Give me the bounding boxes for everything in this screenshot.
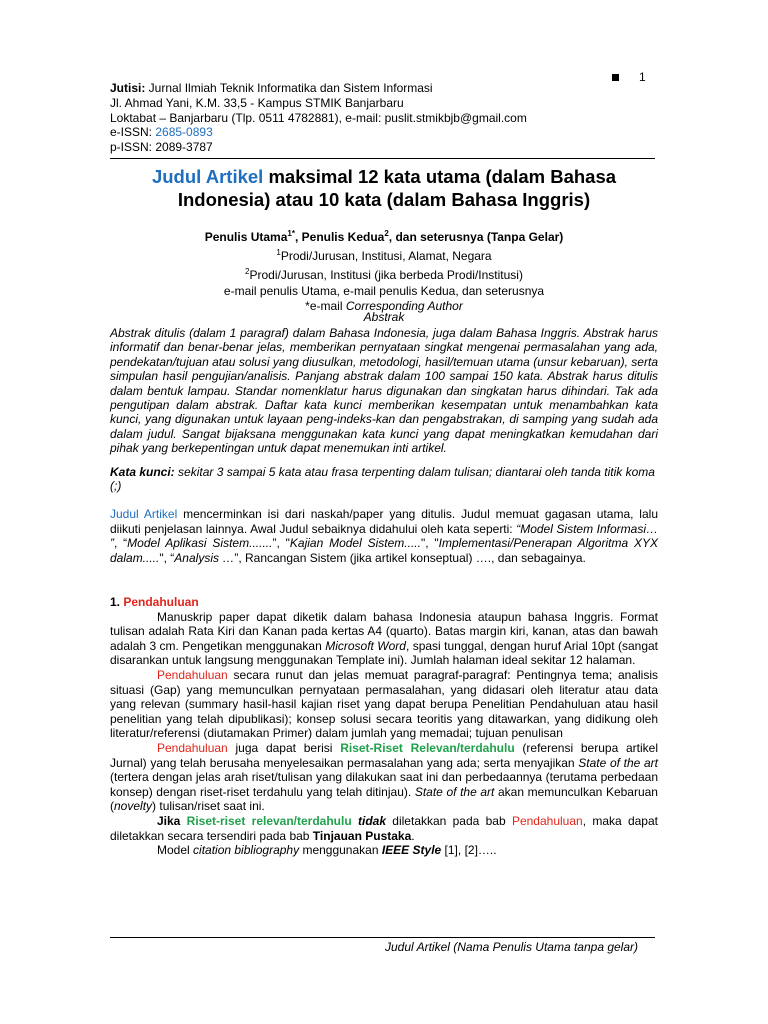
author-2: , Penulis Kedua [294,230,385,244]
affiliation-1 [110,245,658,264]
intro-text-1: mencerminkan isi dari naskah/paper yang ditulis. Judul memuat gagasan utama, lalu diikuti penjelasan lainnya. Awal Judul sebaiknya didahului oleh kata seperti: [110,507,658,536]
intro-example-4: Implementasi/Penerapan Algoritma XYX dalam..... [110,536,658,565]
para-3-text-b: (referensi berupa artikel Jurnal) yang telah berusaha menyelesaikan permasalahan yang ada; serta menyajikan [110,740,659,770]
para-4-highlight: Pendahuluan [511,813,583,828]
author-block [110,226,658,314]
para-1-italic: Microsoft Word [325,638,406,653]
para-3-text-a: juga dapat berisi [227,740,341,755]
intro-text-2: , “ [114,536,128,551]
para-4-bold-2: Tinjauan Pustaka [312,828,412,843]
journal-label: Jutisi: [110,81,146,95]
para-3-text-c: (tertera dengan jelas arah riset/tulisan yang dilakukan saat ini dan perbedaannya (terutama perbedaan konsep) dengan riset-riset terdahulu yang telah ditinjau). [110,770,658,799]
author-1: Penulis Utama [204,230,288,244]
para-2-text: secara runut dan jelas memuat paragraf-paragraf: Pentingnya tema; analisis situasi (Gap) yang memunculkan pernyataan permasalahan, yang didasari oleh literatur atau data yang relevan (summary hasil-hasil kajian riset yang dapat berupa Penelitian Pendahuluan atau hasil penelitian yang telah dipublikasi); konsep solusi secara teoritis yang ditawarkan, yang didikung oleh literatur/referensi (diutamakan Primer) dalam jumlah yang memadai; tujuan penulisan [110,667,658,741]
intro-highlight: Judul Artikel [110,507,178,521]
article-title [110,165,658,211]
section-1-title: Pendahuluan [123,595,199,609]
para-3-text-d: akan memunculkan Kebaruan ( [110,784,658,814]
page-number-text: 1 [639,70,646,84]
para-3-italic-1: State of the art [578,755,658,770]
journal-address: Jl. Ahmad Yani, K.M. 33,5 - Kampus STMIK Banjarbaru [110,95,404,110]
running-footer: Judul Artikel (Nama Penulis Utama tanpa gelar) [385,940,639,954]
title-rest: maksimal 12 kata utama (dalam Bahasa Indonesia) atau 10 kata (dalam Bahasa Inggris) [177,166,617,210]
section-1-heading [110,595,658,610]
author-emails: e-mail penulis Utama, e-mail penulis Kedua, dan seterusnya [223,283,545,298]
intro-paragraph [110,507,658,565]
para-3-text-e: ) tulisan/riset saat ini. [152,799,265,814]
corr-italic: Corresponding Author [345,298,463,313]
abstract-heading: Abstrak [363,310,405,324]
para-4-text-c: . [411,828,415,843]
journal-header [110,81,658,155]
para-5-bold-italic: IEEE Style [381,843,442,858]
intro-example-3: Kajian Model Sistem..... [289,536,421,551]
author-names [110,226,658,245]
header-divider [110,158,655,159]
affiliation-1-text: Prodi/Jurusan, Institusi, Alamat, Negara [280,249,492,264]
para-5-text-c: [1], [2]….. [441,843,497,858]
section-1-para-3 [110,741,658,814]
para-4-green: Riset-riset relevan/terdahulu [186,813,352,828]
corr-prefix: *e-mail [305,298,346,313]
journal-line [110,81,658,96]
keywords [110,465,658,494]
abstract-text: Abstrak ditulis (dalam 1 paragraf) dalam Bahasa Indonesia, juga dalam Bahasa Inggris. Abstrak harus informatif dan benar-benar jelas, memberikan pernyataan singkat mengenai permasalahan yang ada, pendekatan/tujuan atau solusi yang diusulkan, metodologi, hasil/temuan utama (unsur kebaruan), serta simpulan hasil pengujian/analisis. Panjang abstrak dalam 100 sampai 150 kata. Abstrak harus ditulis dalam bentuk lampau. Standar nomenklatur harus digunakan dan singkatan harus dihindari. Tak ada pengutipan dalam abstrak. Daftar kata kunci memberikan kesempatan untuk menambahkan kata kunci, yang digunakan untuk layaan peng-indeks-kan dan pengabstrakan, di samping yang sudah ada dalam judul. Sangat bijaksana menggunakan kata kunci yang dapat meningkatkan kemudahan dari pihak yang berkepentingan untuk dapat menemukan inti artikel. [110,326,658,456]
affiliation-2-text: Prodi/Jurusan, Institusi (jika berbeda Prodi/Institusi) [249,268,523,283]
eissn-label: e-ISSN: [110,125,156,140]
intro-text-6: ”, Rancangan Sistem (jika artikel konseptual) …., dan sebagainya. [234,550,586,565]
para-5-italic: citation bibliography [193,843,300,858]
para-1-text-a: Manuskrip paper dapat diketik dalam bahasa Indonesia ataupun bahasa Inggris. Format tulisan adalah Rata Kiri dan Kanan pada kertas A4 (quarto). Batas margin kiri, kanan, atas dan bawah adalah 3 cm. Pengetikan menggunakan [110,609,658,653]
journal-contact: Loktabat – Banjarbaru (Tlp. 0511 4782881), e-mail: puslit.stmikbjb@gmail.com [110,110,527,125]
keywords-text: sekitar 3 sampai 5 kata atau frasa terpenting dalam tulisan; diantarai oleh tanda titik koma (;) [110,465,655,494]
para-4-text-a: diletakkan pada bab [386,813,512,828]
section-1-para-1 [110,610,658,668]
section-1-para-5 [110,843,658,858]
section-1 [110,595,658,858]
eissn-link[interactable]: 2685-0893 [155,125,213,140]
para-3-highlight: Pendahuluan [157,740,228,755]
intro-example-2: Model Aplikasi Sistem....... [127,536,273,551]
affiliation-1-sup: 1 [276,248,281,258]
title-highlight: Judul Artikel [151,166,264,187]
square-bullet-icon [612,74,619,81]
para-4-text-b: , maka dapat diletakkan secara tersendiri pada bab [110,813,658,843]
section-1-para-2 [110,668,658,741]
section-1-number: 1. [110,595,124,609]
journal-name: Jurnal Ilmiah Teknik Informatika dan Sistem Informasi [145,81,433,95]
eissn-line [110,125,658,140]
para-3-italic-2: State of the art [414,784,495,799]
para-2-highlight: Pendahuluan [157,667,228,682]
pissn-line: p-ISSN: 2089-3787 [110,140,213,155]
para-3-green: Riset-Riset Relevan/terdahulu [340,740,515,755]
para-4-bold-italic: tidak [351,813,386,828]
author-1-sup: 1* [287,229,295,238]
para-5-text-b: menggunakan [299,843,382,858]
author-rest: , dan seterusnya (Tanpa Gelar) [388,230,564,244]
affiliation-2 [110,264,658,283]
intro-text-5: ", “ [159,550,175,565]
section-1-para-4 [110,814,658,843]
para-1-text-b: , spasi tunggal, dengan huruf Arial 10pt (sangat disarankan untuk langsung menggunakan Template ini). Jumlah halaman ideal sekitar 12 halaman. [110,638,658,668]
affiliation-2-sup: 2 [245,267,250,277]
para-4-bold-1: Jika [157,813,187,828]
footer-divider [110,937,655,938]
intro-text-3: ”, " [272,536,290,551]
intro-example-5: Analysis … [174,550,235,565]
intro-text-4: ", " [420,536,439,551]
author-2-sup: 2 [384,229,389,238]
para-3-italic-3: novelty [114,799,153,814]
para-5-text-a: Model [157,843,194,858]
keywords-label: Kata kunci: [110,465,175,479]
intro-example-1: “Model Sistem Informasi… ” [110,521,659,551]
